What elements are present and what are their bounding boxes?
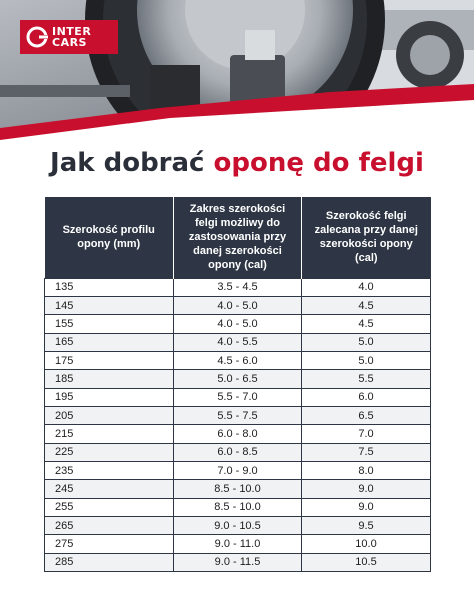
table-body: [45, 278, 431, 572]
cell-rim-recommended: 5.0: [302, 351, 431, 369]
cell-tire-width: 145: [45, 296, 174, 314]
cell-rim-range: 9.0 - 10.5: [174, 516, 302, 534]
cell-tire-width: 255: [45, 498, 174, 516]
cell-rim-recommended: 9.0: [302, 498, 431, 516]
table-row: [45, 498, 431, 516]
logo-text: [52, 26, 91, 48]
cell-rim-recommended: 6.5: [302, 406, 431, 424]
table-row: [45, 315, 431, 333]
cell-tire-width: 135: [45, 278, 174, 296]
cell-rim-recommended: 5.5: [302, 370, 431, 388]
table-row: [45, 553, 431, 571]
cell-rim-range: 4.5 - 6.0: [174, 351, 302, 369]
cell-rim-recommended: 4.5: [302, 315, 431, 333]
table-row: [45, 516, 431, 534]
cell-rim-recommended: 6.0: [302, 388, 431, 406]
cell-rim-range: 4.0 - 5.0: [174, 315, 302, 333]
cell-rim-range: 5.5 - 7.5: [174, 406, 302, 424]
table-row: [45, 333, 431, 351]
cell-tire-width: 205: [45, 406, 174, 424]
cell-rim-recommended: 5.0: [302, 333, 431, 351]
cell-rim-recommended: 9.5: [302, 516, 431, 534]
cell-rim-recommended: 10.0: [302, 535, 431, 553]
page-title: [0, 148, 474, 178]
cell-tire-width: 185: [45, 370, 174, 388]
cell-tire-width: 235: [45, 461, 174, 479]
header-rim-recommended: Szerokość felgi zalecana przy danej szerokości opony (cal): [302, 197, 431, 278]
table-row: [45, 425, 431, 443]
table-row: [45, 388, 431, 406]
cell-tire-width: 165: [45, 333, 174, 351]
cell-tire-width: 175: [45, 351, 174, 369]
cell-rim-range: 5.5 - 7.0: [174, 388, 302, 406]
table-row: [45, 461, 431, 479]
page-title-accent: oponę do felgi: [213, 148, 424, 178]
table-row: [45, 278, 431, 296]
table-row: [45, 296, 431, 314]
table-row: [45, 406, 431, 424]
cell-rim-range: 6.0 - 8.5: [174, 443, 302, 461]
cell-tire-width: 275: [45, 535, 174, 553]
logo-line-2: CARS: [52, 36, 87, 49]
cell-rim-recommended: 7.0: [302, 425, 431, 443]
cell-rim-range: 6.0 - 8.0: [174, 425, 302, 443]
table-row: [45, 370, 431, 388]
cell-rim-recommended: 4.5: [302, 296, 431, 314]
cell-rim-recommended: 10.5: [302, 553, 431, 571]
cell-tire-width: 195: [45, 388, 174, 406]
cell-tire-width: 215: [45, 425, 174, 443]
cell-rim-range: 3.5 - 4.5: [174, 278, 302, 296]
tire-rim-table: [44, 197, 431, 572]
cell-rim-range: 9.0 - 11.5: [174, 553, 302, 571]
cell-rim-range: 8.5 - 10.0: [174, 480, 302, 498]
cell-rim-range: 4.0 - 5.5: [174, 333, 302, 351]
cell-rim-recommended: 9.0: [302, 480, 431, 498]
page-title-prefix: Jak dobrać: [50, 148, 214, 178]
table-header-row: [45, 197, 431, 278]
cell-rim-range: 4.0 - 5.0: [174, 296, 302, 314]
cell-rim-recommended: 8.0: [302, 461, 431, 479]
cell-tire-width: 155: [45, 315, 174, 333]
inter-cars-logo: [20, 20, 118, 54]
cell-rim-range: 9.0 - 11.0: [174, 535, 302, 553]
cell-tire-width: 265: [45, 516, 174, 534]
table-row: [45, 480, 431, 498]
inter-cars-logo-icon: [26, 26, 48, 48]
header-tire-width: Szerokość profilu opony (mm): [45, 197, 174, 278]
table-row: [45, 535, 431, 553]
cell-tire-width: 285: [45, 553, 174, 571]
header-rim-range: Zakres szerokości felgi możliwy do zastosowania przy danej szerokości opony (cal): [174, 197, 302, 278]
cell-tire-width: 225: [45, 443, 174, 461]
table-row: [45, 443, 431, 461]
cell-rim-range: 7.0 - 9.0: [174, 461, 302, 479]
cell-rim-range: 5.0 - 6.5: [174, 370, 302, 388]
cell-tire-width: 245: [45, 480, 174, 498]
tire-rim-table-container: [44, 197, 430, 572]
logo-line-1: INTER: [52, 25, 92, 38]
table-row: [45, 351, 431, 369]
cell-rim-recommended: 4.0: [302, 278, 431, 296]
cell-rim-recommended: 7.5: [302, 443, 431, 461]
cell-rim-range: 8.5 - 10.0: [174, 498, 302, 516]
